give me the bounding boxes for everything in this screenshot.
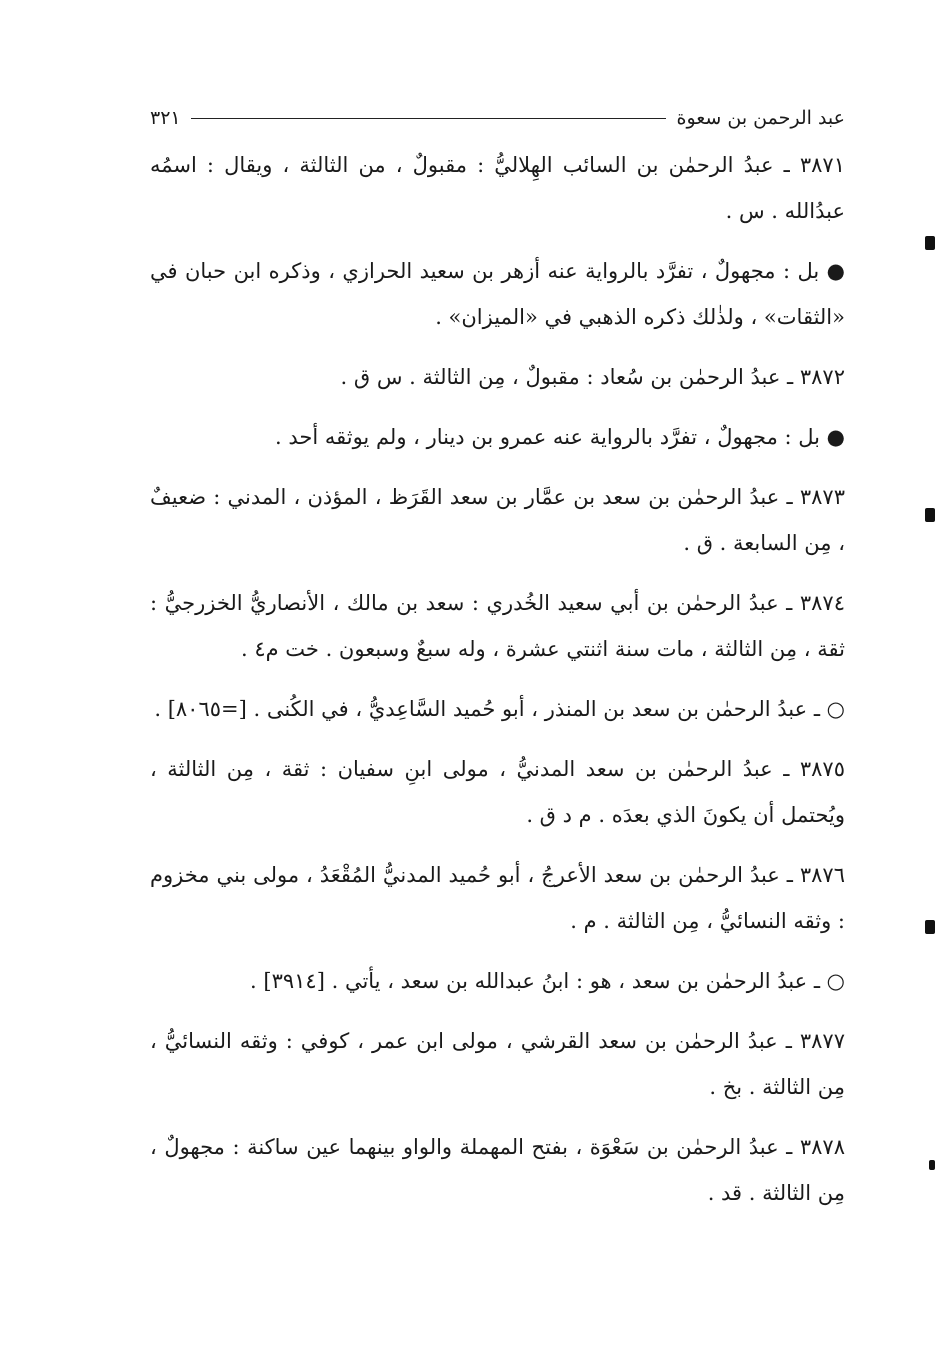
entry-3878: ٣٨٧٨ ـ عبدُ الرحمٰن بن سَعْوَة ، بفتح المهملة والواو بينهما عين ساكنة : مجهولٌ ، مِن الثالثة . قد .	[150, 1135, 845, 1205]
cross-reference-3914: ○ ـ عبدُ الرحمٰن بن سعد ، هو : ابنُ عبدالله بن سعد ، يأتي . [٣٩١٤] .	[250, 969, 845, 993]
scan-edge-mark	[929, 1160, 935, 1170]
entry-3873: ٣٨٧٣ ـ عبدُ الرحمٰن بن سعد بن عمَّار بن سعد القَرَظ ، المؤذن ، المدني : ضعيفٌ ، مِن السابعة . ق .	[150, 485, 845, 555]
entry-3871: ٣٨٧١ ـ عبدُ الرحمٰن بن السائب الهِلاليُّ : مقبولٌ ، من الثالثة ، ويقال : اسمُه عبدُالله . س .	[150, 153, 845, 223]
entry-3877: ٣٨٧٧ ـ عبدُ الرحمٰن بن سعد القرشي ، مولى ابن عمر ، كوفي : وثقه النسائيُّ ، مِن الثالثة . بخ .	[150, 1029, 845, 1099]
scan-edge-mark	[925, 920, 935, 934]
running-head	[150, 100, 845, 136]
entry-3875: ٣٨٧٥ ـ عبدُ الرحمٰن بن سعد المدنيُّ ، مولى ابنِ سفيان : ثقة ، مِن الثالثة ، ويُحتمل أن يكونَ الذي بعدَه . م د ق .	[150, 757, 845, 827]
entry-3876: ٣٨٧٦ ـ عبدُ الرحمٰن بن سعد الأعرجُ ، أبو حُميد المدنيُّ المُقْعَدُ ، مولى بني مخزوم : وثقه النسائيُّ ، مِن الثالثة . م .	[150, 863, 845, 933]
running-head-rule	[191, 118, 667, 119]
scan-edge-mark	[925, 236, 935, 250]
editor-note-3872: ● بل : مجهولٌ ، تفرَّد بالرواية عنه عمرو بن دينار ، ولم يوثقه أحد .	[274, 425, 845, 449]
page-body	[150, 100, 845, 1216]
running-head-title: عبد الرحمن بن سعوة	[676, 107, 845, 129]
cross-reference-8065: ○ ـ عبدُ الرحمٰن بن سعد بن المنذر ، أبو حُميد السَّاعِديُّ ، في الكُنى . [=٨٠٦٥] .	[154, 697, 845, 721]
entry-3874: ٣٨٧٤ ـ عبدُ الرحمٰن بن أبي سعيد الخُدري : سعد بن مالك ، الأنصاريُّ الخزرجيُّ : ثقة ، مِن الثالثة ، مات سنة اثنتي عشرة ، وله سبعٌ وسبعون . خت م٤ .	[150, 591, 845, 661]
editor-note-3871: ● بل : مجهولٌ ، تفرَّد بالرواية عنه أزهر بن سعيد الحرازي ، وذكره ابن حبان في «الثقات» ، ولذٰلك ذكره الذهبي في «الميزان» .	[150, 259, 845, 329]
scan-edge-mark	[925, 508, 935, 522]
page-number: ٣٢١	[150, 107, 181, 129]
entry-3872: ٣٨٧٢ ـ عبدُ الرحمٰن بن سُعاد : مقبولٌ ، مِن الثالثة . س ق .	[340, 365, 845, 389]
